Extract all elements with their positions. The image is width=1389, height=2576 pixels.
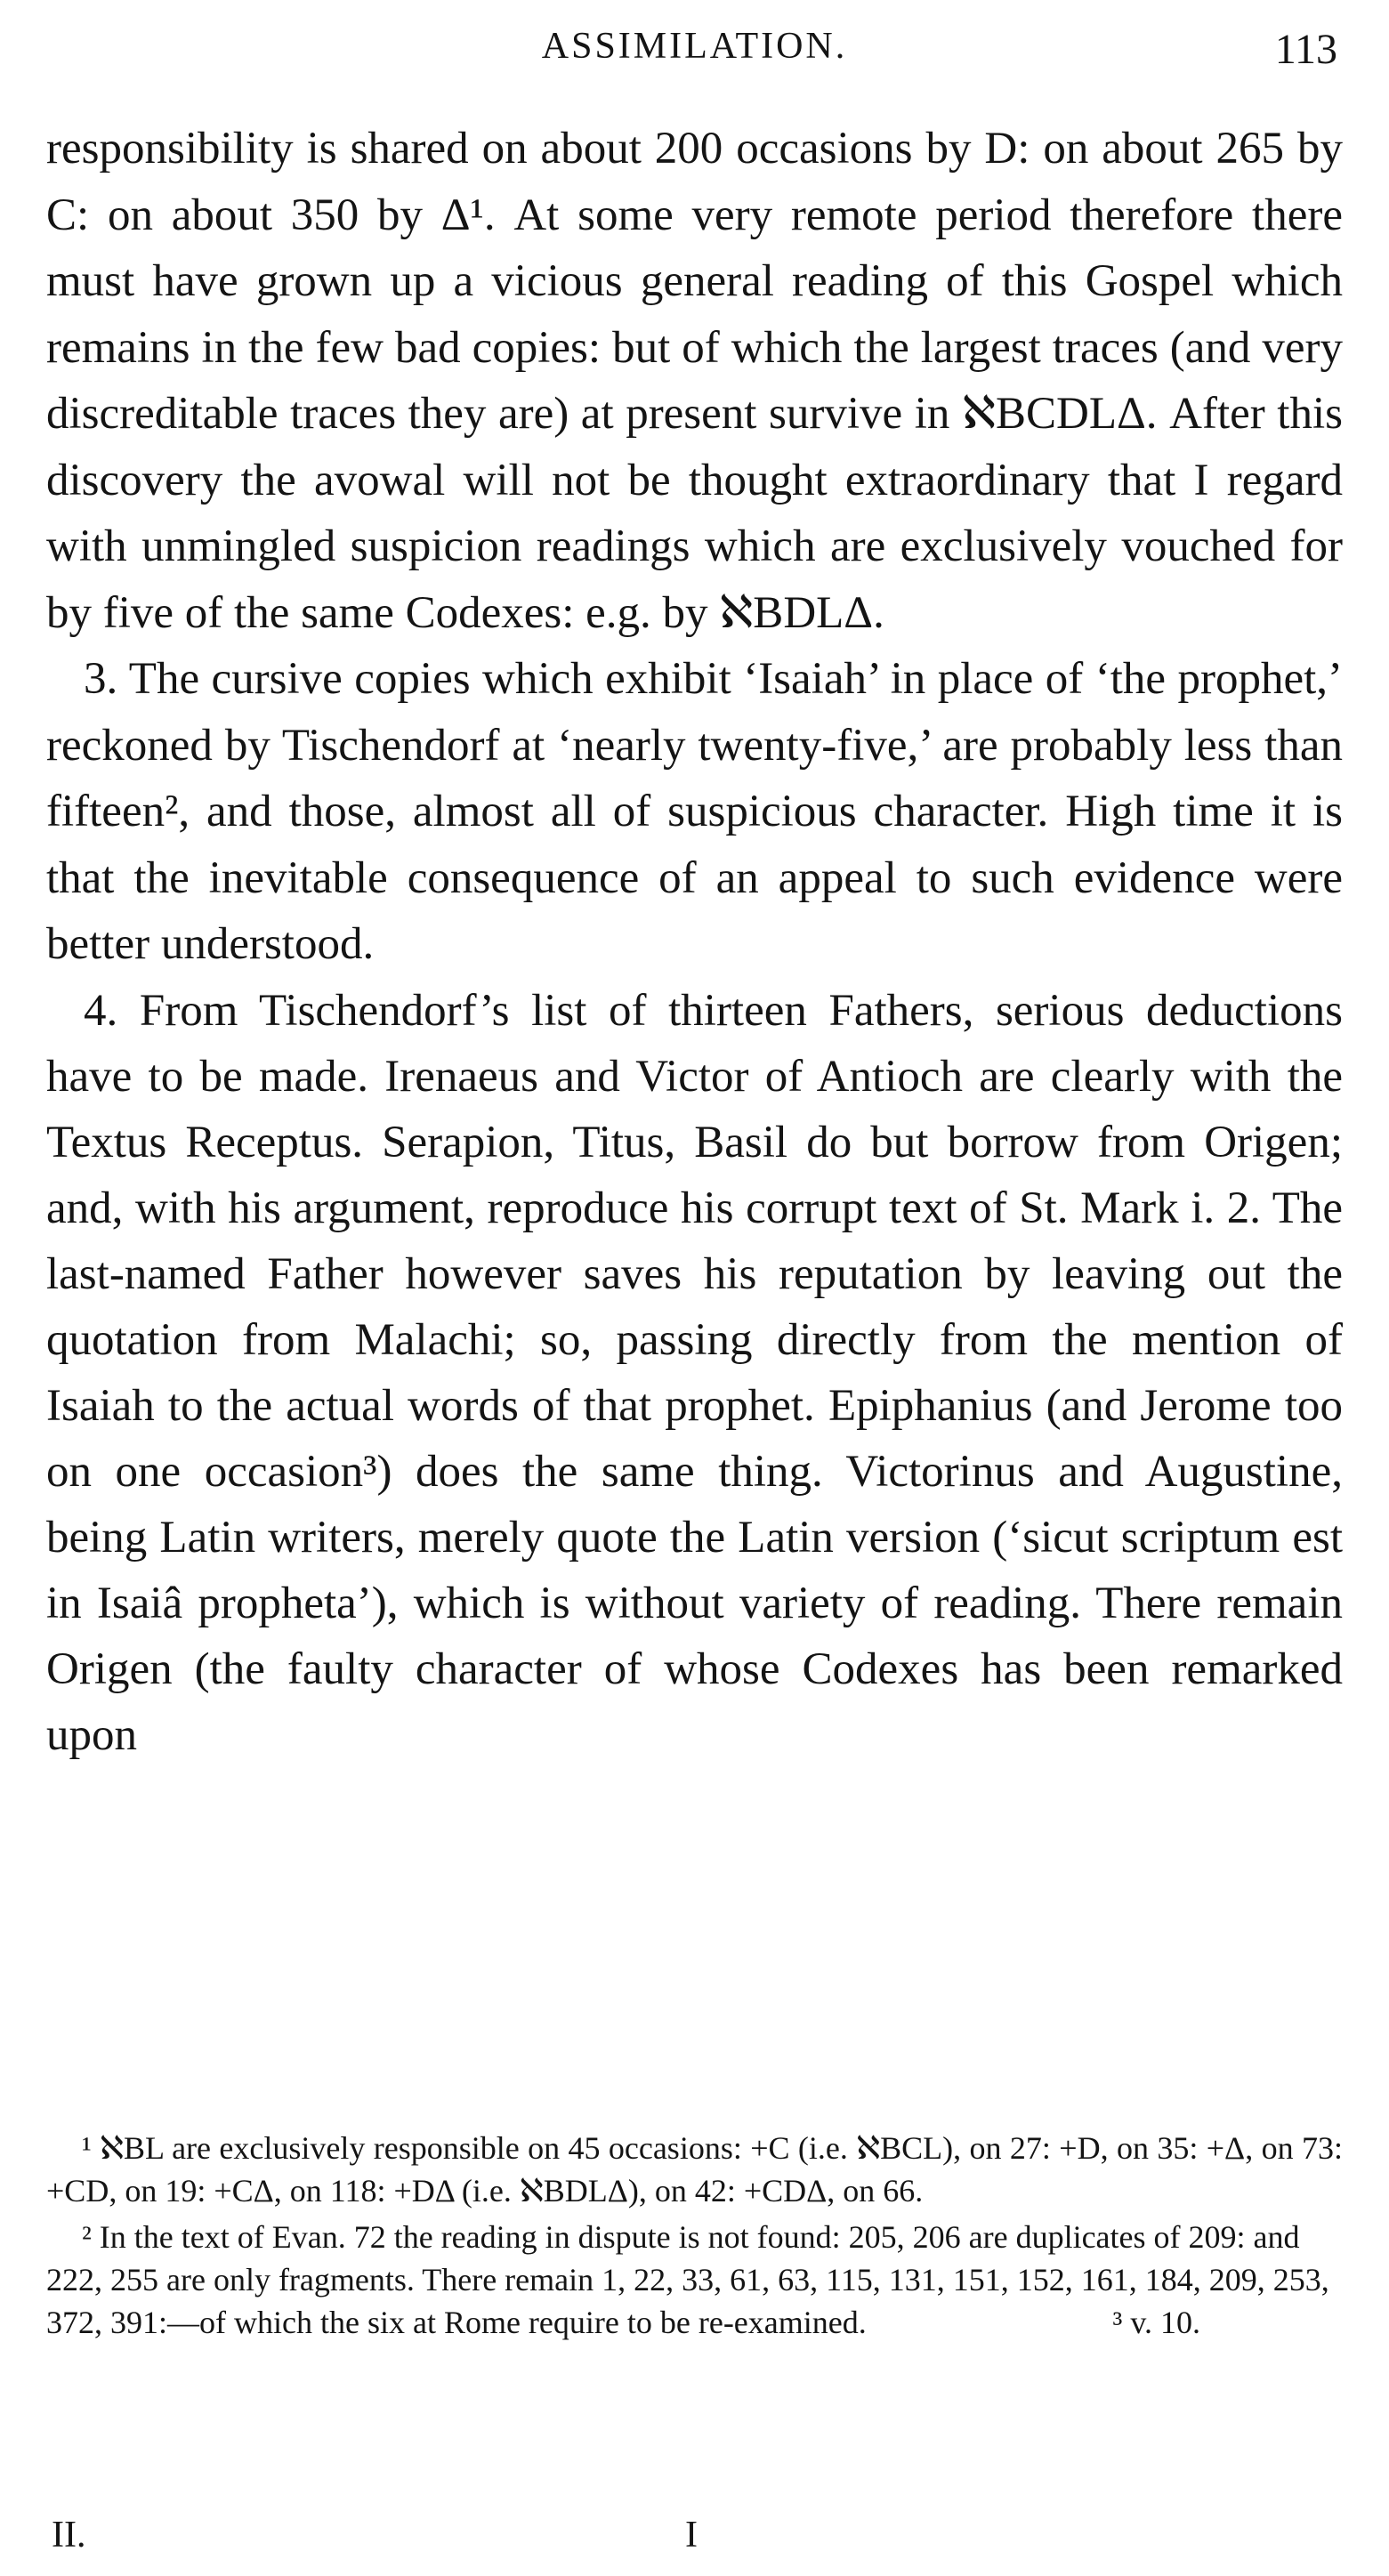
paragraph-continued: responsibility is shared on about 200 occasions by D: on about 265 by C: on about 350 by Δ¹. At some very remote period therefore there must have grown up a vicious general reading of this Gospel which remains in the few bad copies: but of which the largest traces (and very discreditable traces they are) at present survive in ℵBCDLΔ. After this discovery the avowal will not be thought extraordinary that I regard with unmingled suspicion readings which are exclusively vouched for by five of the same Codexes: e.g. by ℵBDLΔ. [46,124,1343,638]
sheet-mark: I [685,2515,698,2556]
page-number: 113 [1274,26,1337,73]
footnote-3: ³ v. 10. [1112,2305,1200,2340]
page-header [52,25,1337,87]
main-text [46,116,1343,1768]
footnotes [46,2127,1343,2347]
footnote-1: ¹ ℵBL are exclusively responsible on 45 occasions: +C (i.e. ℵBCL), on 27: +D, on 35: +Δ, on 73: +CD, on 19: +CΔ, on 118: +DΔ (i.e. ℵBDLΔ), on 42: +CDΔ, on 66. [46,2130,1343,2209]
paragraph-4: 4. From Tischendorf’s list of thirteen Fathers, serious deductions have to be made. Irenaeus and Victor of Antioch are clearly with the Textus Receptus. Serapion, Titus, Basil do but borrow from Origen; and, with his argument, reproduce his corrupt text of St. Mark i. 2. The last-named Father however saves his reputation by leaving out the quotation from Malachi; so, passing directly from the mention of Isaiah to the actual words of that prophet. Epiphanius (and Jerome too on one occasion³) does the same thing. Victorinus and Augustine, being Latin writers, merely quote the Latin version (‘sicut scriptum est in Isaiâ propheta’), which is without variety of reading. There remain Origen (the faulty character of whose Codexes has been remarked upon [46,985,1343,1760]
paragraph-3: 3. The cursive copies which exhibit ‘Isaiah’ in place of ‘the prophet,’ reckoned by Tischendorf at ‘nearly twenty-five,’ are probably less than fifteen², and those, almost all of suspicious character. High time it is that the inevitable consequence of an appeal to such evidence were better understood. [46,654,1343,969]
running-title: ASSIMILATION. [541,26,848,67]
footnote-2 [46,2216,1343,2344]
footnote-2-text: ² In the text of Evan. 72 the reading in dispute is not found: 205, 206 are duplicates of 209: and 222, 255 are only fragments. There remain 1, 22, 33, 61, 63, 115, 131, 151, 152, 161, 184, 209, 253, 372, 391:—of which the six at Rome require to be re-examined. [46,2219,1329,2340]
signature-mark: II. [52,2515,86,2556]
page-footer [0,2514,1389,2558]
